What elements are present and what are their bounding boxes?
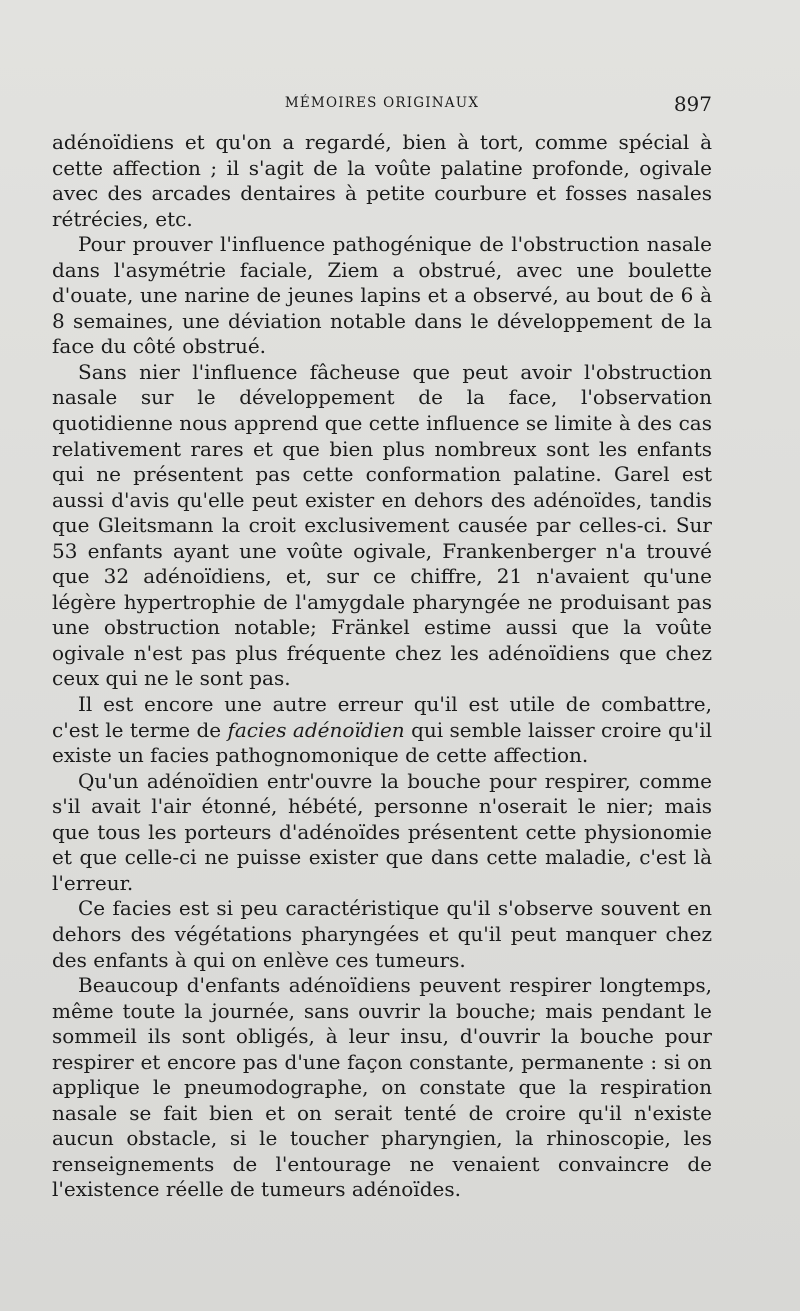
running-title: MÉMOIRES ORIGINAUX	[284, 95, 480, 111]
paragraph-4	[52, 692, 712, 769]
paragraph-4-start: Il est encore une autre erreur qu'il est utile de combattre, c'est le terme de	[52, 692, 712, 742]
page-body	[52, 130, 712, 1203]
paragraph-2: Pour prouver l'influence pathogénique de l'obstruction nasale dans l'asymétrie faciale, Ziem a obstrué, avec une boulette d'ouate, une narine de jeunes lapins et a observé, au bout de 6 à 8 semaines, une déviation notable dans le développement de la face du côté obstrué.	[52, 232, 712, 359]
paragraph-4-end: qui semble laisser croire qu'il existe un facies pathognomonique de cette affection.	[52, 717, 712, 768]
paragraph-5: Qu'un adénoïdien entr'ouvre la bouche pour respirer, comme s'il avait l'air étonné, hébété, personne n'oserait le nier; mais que tous les porteurs d'adénoïdes présentent cette physionomie et que celle-ci ne puisse exister que dans cette maladie, c'est là l'erreur.	[52, 768, 712, 895]
page-header	[52, 92, 712, 118]
paragraph-1: adénoïdiens et qu'on a regardé, bien à tort, comme spécial à cette affection ; il s'agit de la voûte palatine profonde, ogivale avec des arcades dentaires à petite courbure et fosses nasales rétrécies, etc.	[52, 130, 712, 231]
italic-term: facies adénoïdien	[227, 717, 405, 742]
page-number: 897	[673, 92, 712, 116]
paragraph-7: Beaucoup d'enfants adénoïdiens peuvent respirer longtemps, même toute la journée, sans ouvrir la bouche; mais pendant le sommeil ils sont obligés, à leur insu, d'ouvrir la bouche pour respirer et encore pas d'une façon constante, permanente : si on applique le pneumodographe, on constate que la respiration nasale se fait bien et on serait tenté de croire qu'il n'existe aucun obstacle, si le toucher pharyngien, la rhinoscopie, les renseignements de l'entourage ne venaient convaincre de l'existence réelle de tumeurs adénoïdes.	[52, 973, 712, 1202]
paragraph-3: Sans nier l'influence fâcheuse que peut avoir l'obstruction nasale sur le développement de la face, l'observation quotidienne nous apprend que cette influence se limite à des cas relativement rares et que bien plus nombreux sont les enfants qui ne présentent pas cette conformation palatine. Garel est aussi d'avis qu'elle peut exister en dehors des adénoïdes, tandis que Gleitsmann la croit exclusivement causée par celles-ci. Sur 53 enfants ayant une voûte ogivale, Frankenberger n'a trouvé que 32 adénoïdiens, et, sur ce chiffre, 21 n'avaient qu'une légère hypertrophie de l'amygdale pharyngée ne produisant pas une obstruction notable; Fränkel estime aussi que la voûte ogivale n'est pas plus fréquente chez les adénoïdiens que chez ceux qui ne le sont pas.	[52, 359, 712, 691]
paragraph-6: Ce facies est si peu caractéristique qu'il s'observe souvent en dehors des végétations pharyngées et qu'il peut manquer chez des enfants à qui on enlève ces tumeurs.	[52, 896, 712, 972]
